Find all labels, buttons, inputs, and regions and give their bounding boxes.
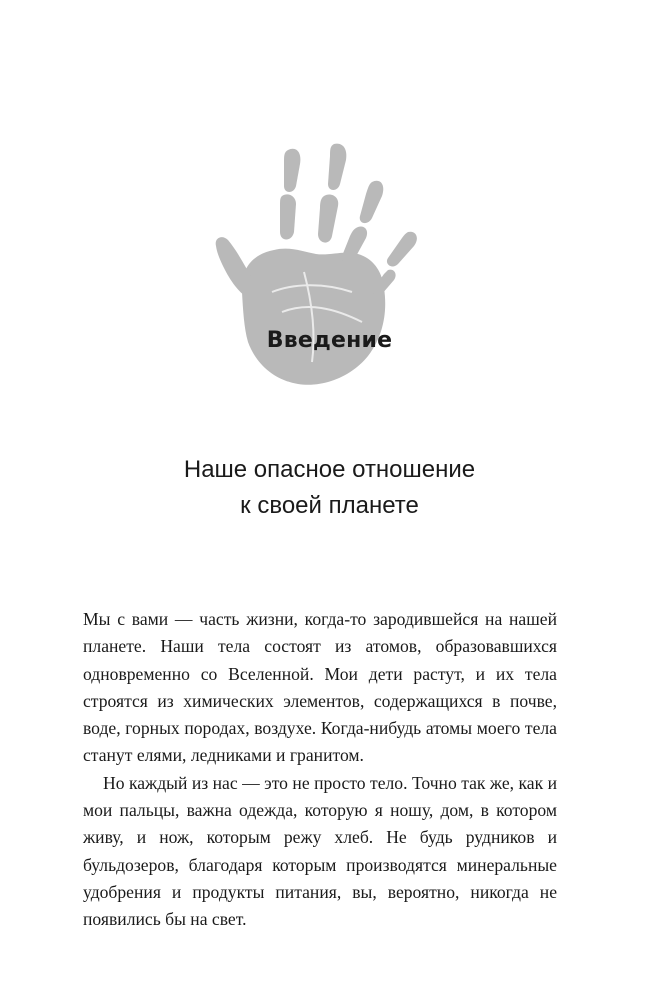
chapter-title	[0, 452, 659, 524]
paragraph: Но каждый из нас — это не просто тело. Точно так же, как и мои пальцы, важна одежда, которую я ношу, дом, в котором живу, и нож, которым режу хлеб. Не будь рудников и бульдозеров, благодаря которым производятся минеральные удобрения и продукты питания, вы, вероятно, никогда не появились бы на свет.	[83, 772, 557, 930]
body-text	[83, 606, 557, 934]
chapter-label: Введение	[266, 328, 393, 353]
paragraph: Мы с вами — часть жизни, когда-то зародившейся на нашей планете. Наши тела состоят из атомов, образовавшихся одновременно со Вселенной. Мои дети растут, и их тела строятся из химических элементов, содержащихся в почве, воде, горных породах, воздухе. Когда-нибудь атомы моего тела станут елями, ледниками и гранитом.	[83, 609, 557, 766]
chapter-title-line: к своей планете	[240, 492, 419, 519]
chapter-title-line: Наше опасное отношение	[183, 456, 476, 483]
